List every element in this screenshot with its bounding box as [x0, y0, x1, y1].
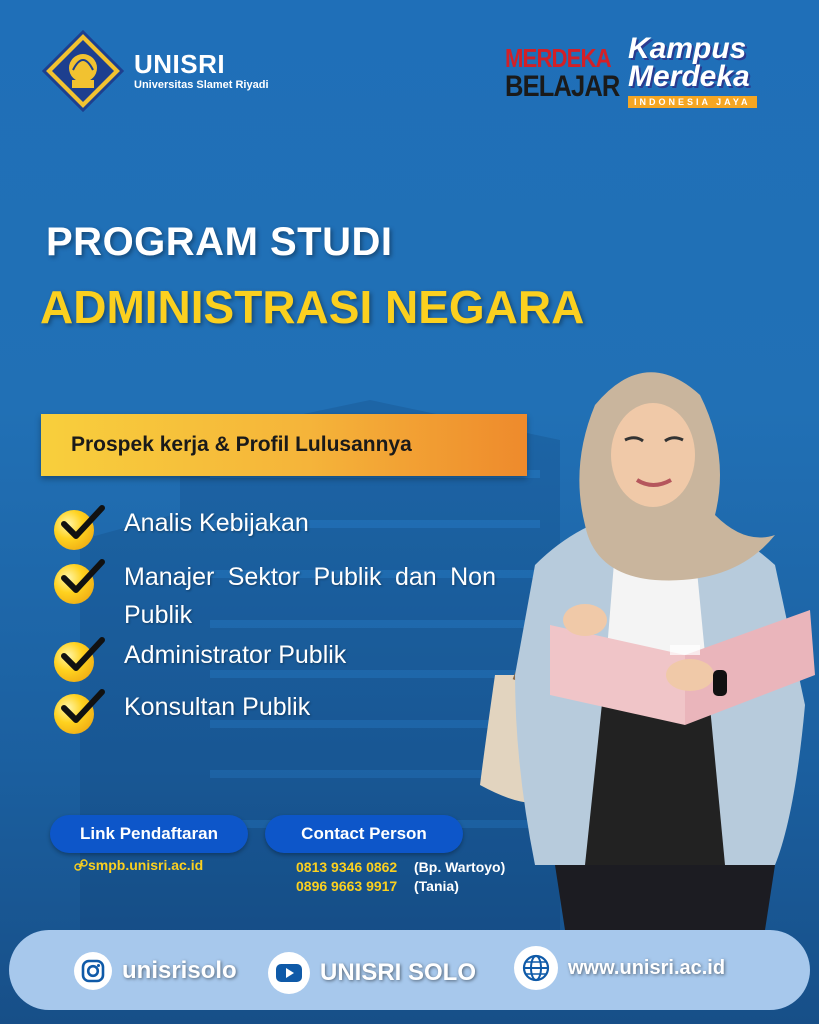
- checklist-item: [54, 636, 346, 680]
- brand-name: UNISRI: [134, 49, 226, 79]
- globe-icon: [514, 946, 558, 990]
- checklist-label: Manajer Sektor Publik dan Non Publik: [124, 563, 496, 629]
- kampus-line1: Kampus: [628, 32, 747, 65]
- checklist-label: Analis Kebijakan: [124, 509, 309, 537]
- unisri-logo-icon: [42, 30, 124, 112]
- contact-name: (Bp. Wartoyo): [414, 859, 506, 875]
- merdeka-line1: MERDEKA: [505, 43, 611, 73]
- checklist-label: Administrator Publik: [124, 641, 347, 669]
- checklist-item: [54, 504, 309, 548]
- registration-link-button[interactable]: [50, 815, 248, 853]
- link-icon: [74, 858, 88, 872]
- youtube-channel: UNISRI SOLO: [320, 959, 477, 986]
- brand-subtitle: Universitas Slamet Riyadi: [134, 79, 269, 91]
- merdeka-line2: BELAJAR: [505, 70, 620, 103]
- kampus-merdeka-logo: [628, 34, 778, 110]
- registration-link-label: Link Pendaftaran: [80, 824, 218, 843]
- kampus-line2: Merdeka: [628, 60, 750, 93]
- program-title: PROGRAM STUDI: [46, 220, 393, 264]
- youtube-icon: [268, 952, 310, 994]
- kampus-tagline: INDONESIA JAYA: [628, 96, 757, 108]
- contact-person-button[interactable]: [265, 815, 463, 853]
- prospects-banner: [41, 414, 527, 476]
- instagram-icon: [74, 952, 112, 990]
- contact-name: (Tania): [414, 878, 459, 894]
- unisri-brand: [42, 30, 269, 112]
- website-url: www.unisri.ac.id: [568, 956, 726, 979]
- check-icon: [54, 558, 100, 602]
- check-icon: [54, 636, 100, 680]
- instagram-handle: unisrisolo: [122, 957, 237, 984]
- youtube-link[interactable]: [268, 952, 476, 994]
- merdeka-belajar-logo: [505, 43, 620, 103]
- checklist-item: [54, 558, 496, 634]
- check-icon: [54, 688, 100, 732]
- student-photo: [475, 345, 819, 930]
- check-icon: [54, 504, 100, 548]
- program-name: ADMINISTRASI NEGARA: [40, 281, 585, 333]
- checklist-label: Konsultan Publik: [124, 693, 311, 721]
- registration-url[interactable]: [74, 857, 203, 873]
- contact-phone[interactable]: 0896 9663 9917: [296, 878, 398, 894]
- instagram-link[interactable]: [74, 952, 237, 990]
- contact-phone[interactable]: 0813 9346 0862: [296, 859, 398, 875]
- contact-person-label: Contact Person: [301, 824, 427, 843]
- website-link[interactable]: [514, 946, 725, 990]
- prospects-banner-label: Prospek kerja & Profil Lulusannya: [71, 433, 412, 456]
- registration-url-text: smpb.unisri.ac.id: [88, 857, 204, 873]
- checklist-item: [54, 688, 310, 732]
